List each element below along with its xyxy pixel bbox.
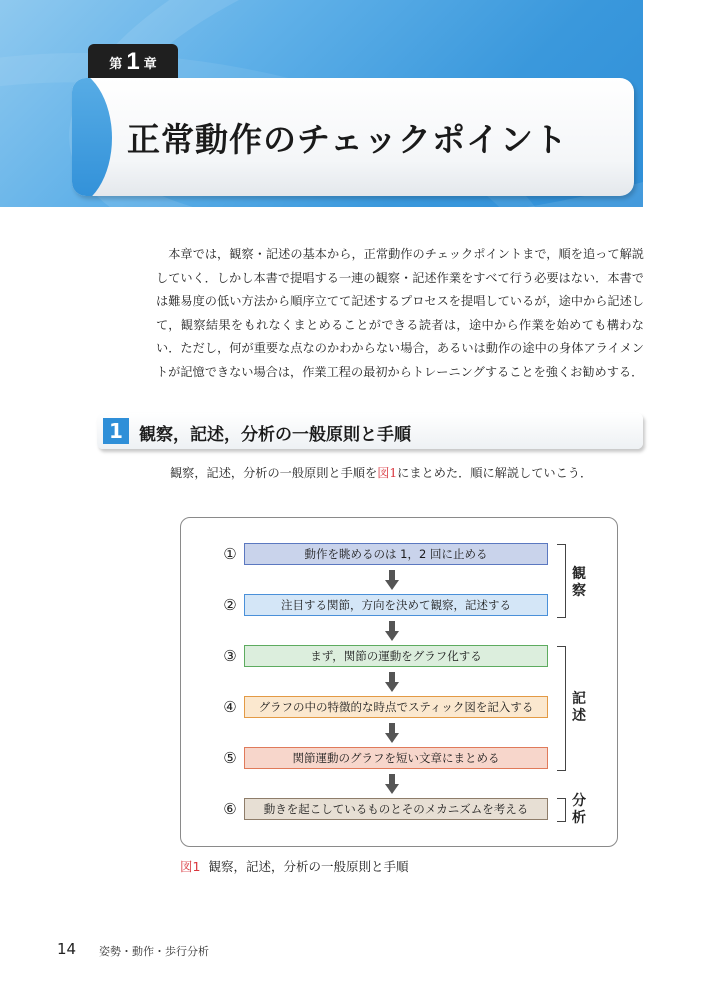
down-arrow-icon [385,774,399,796]
figure-caption [180,857,408,875]
chapter-title: 正常動作のチェックポイント [127,120,569,159]
page-number: 14 [57,940,77,958]
group-bracket [557,646,566,771]
step-box: まず，関節の運動をグラフ化する [244,645,548,667]
down-arrow-icon [385,723,399,745]
chapter-tab [88,44,178,80]
section-number: 1 [103,418,129,444]
group-bracket [557,798,566,822]
down-arrow-icon [385,621,399,643]
down-arrow-icon [385,672,399,694]
step-number: ④ [223,698,237,716]
group-label-describe: 記述 [572,691,586,724]
figure-reference-link: 図1 [377,466,398,480]
step-number: ⑤ [223,749,237,767]
section-intro-after: にまとめた．順に解説していこう． [397,466,593,480]
group-bracket [557,544,566,618]
step-number: ⑥ [223,800,237,818]
down-arrow-icon [385,570,399,592]
step-number: ① [223,545,237,563]
step-box: 関節運動のグラフを短い文章にまとめる [244,747,548,769]
step-number: ② [223,596,237,614]
chapter-title-card [72,78,634,196]
figure-caption-text: 観察，記述，分析の一般原則と手順 [208,859,409,874]
group-label-analyze: 分析 [572,793,586,826]
chapter-number: 1 [126,48,140,75]
group-label-observe: 観察 [572,566,586,599]
step-box: 動作を眺めるのは 1，2 回に止める [244,543,548,565]
title-card-accent [72,78,112,196]
chapter-suffix: 章 [143,56,157,72]
step-box: 動きを起こしているものとそのメカニズムを考える [244,798,548,820]
step-number: ③ [223,647,237,665]
chapter-prefix: 第 [109,56,123,72]
section-intro-text [170,464,592,481]
running-title: 姿勢・動作・歩行分析 [99,945,209,958]
section-title: 観察，記述，分析の一般原則と手順 [139,425,411,445]
figure-caption-number: 図1 [180,859,201,874]
section-heading [97,413,643,449]
step-box: グラフの中の特徴的な時点でスティック図を記入する [244,696,548,718]
section-intro-before: 観察，記述，分析の一般原則と手順を [170,466,378,480]
intro-paragraph: 本章では，観察・記述の基本から，正常動作のチェックポイントまで，順を追って解説していく．しかし本書で提唱する一連の観察・記述作業をすべて行う必要はない．本書では難易度の低い方法から順序立てて記述するプロセスを提唱しているが，途中から記述して，観察結果をもれなくまとめることができる読者は，途中から作業を始めても構わない．ただし，何が重要な点なのかわからない場合，あるいは動作の途中の身体アライメントが記憶できない場合は，作業工程の最初からトレーニングすることを強くお勧めする． [156,247,644,379]
step-box: 注目する関節，方向を決めて観察，記述する [244,594,548,616]
